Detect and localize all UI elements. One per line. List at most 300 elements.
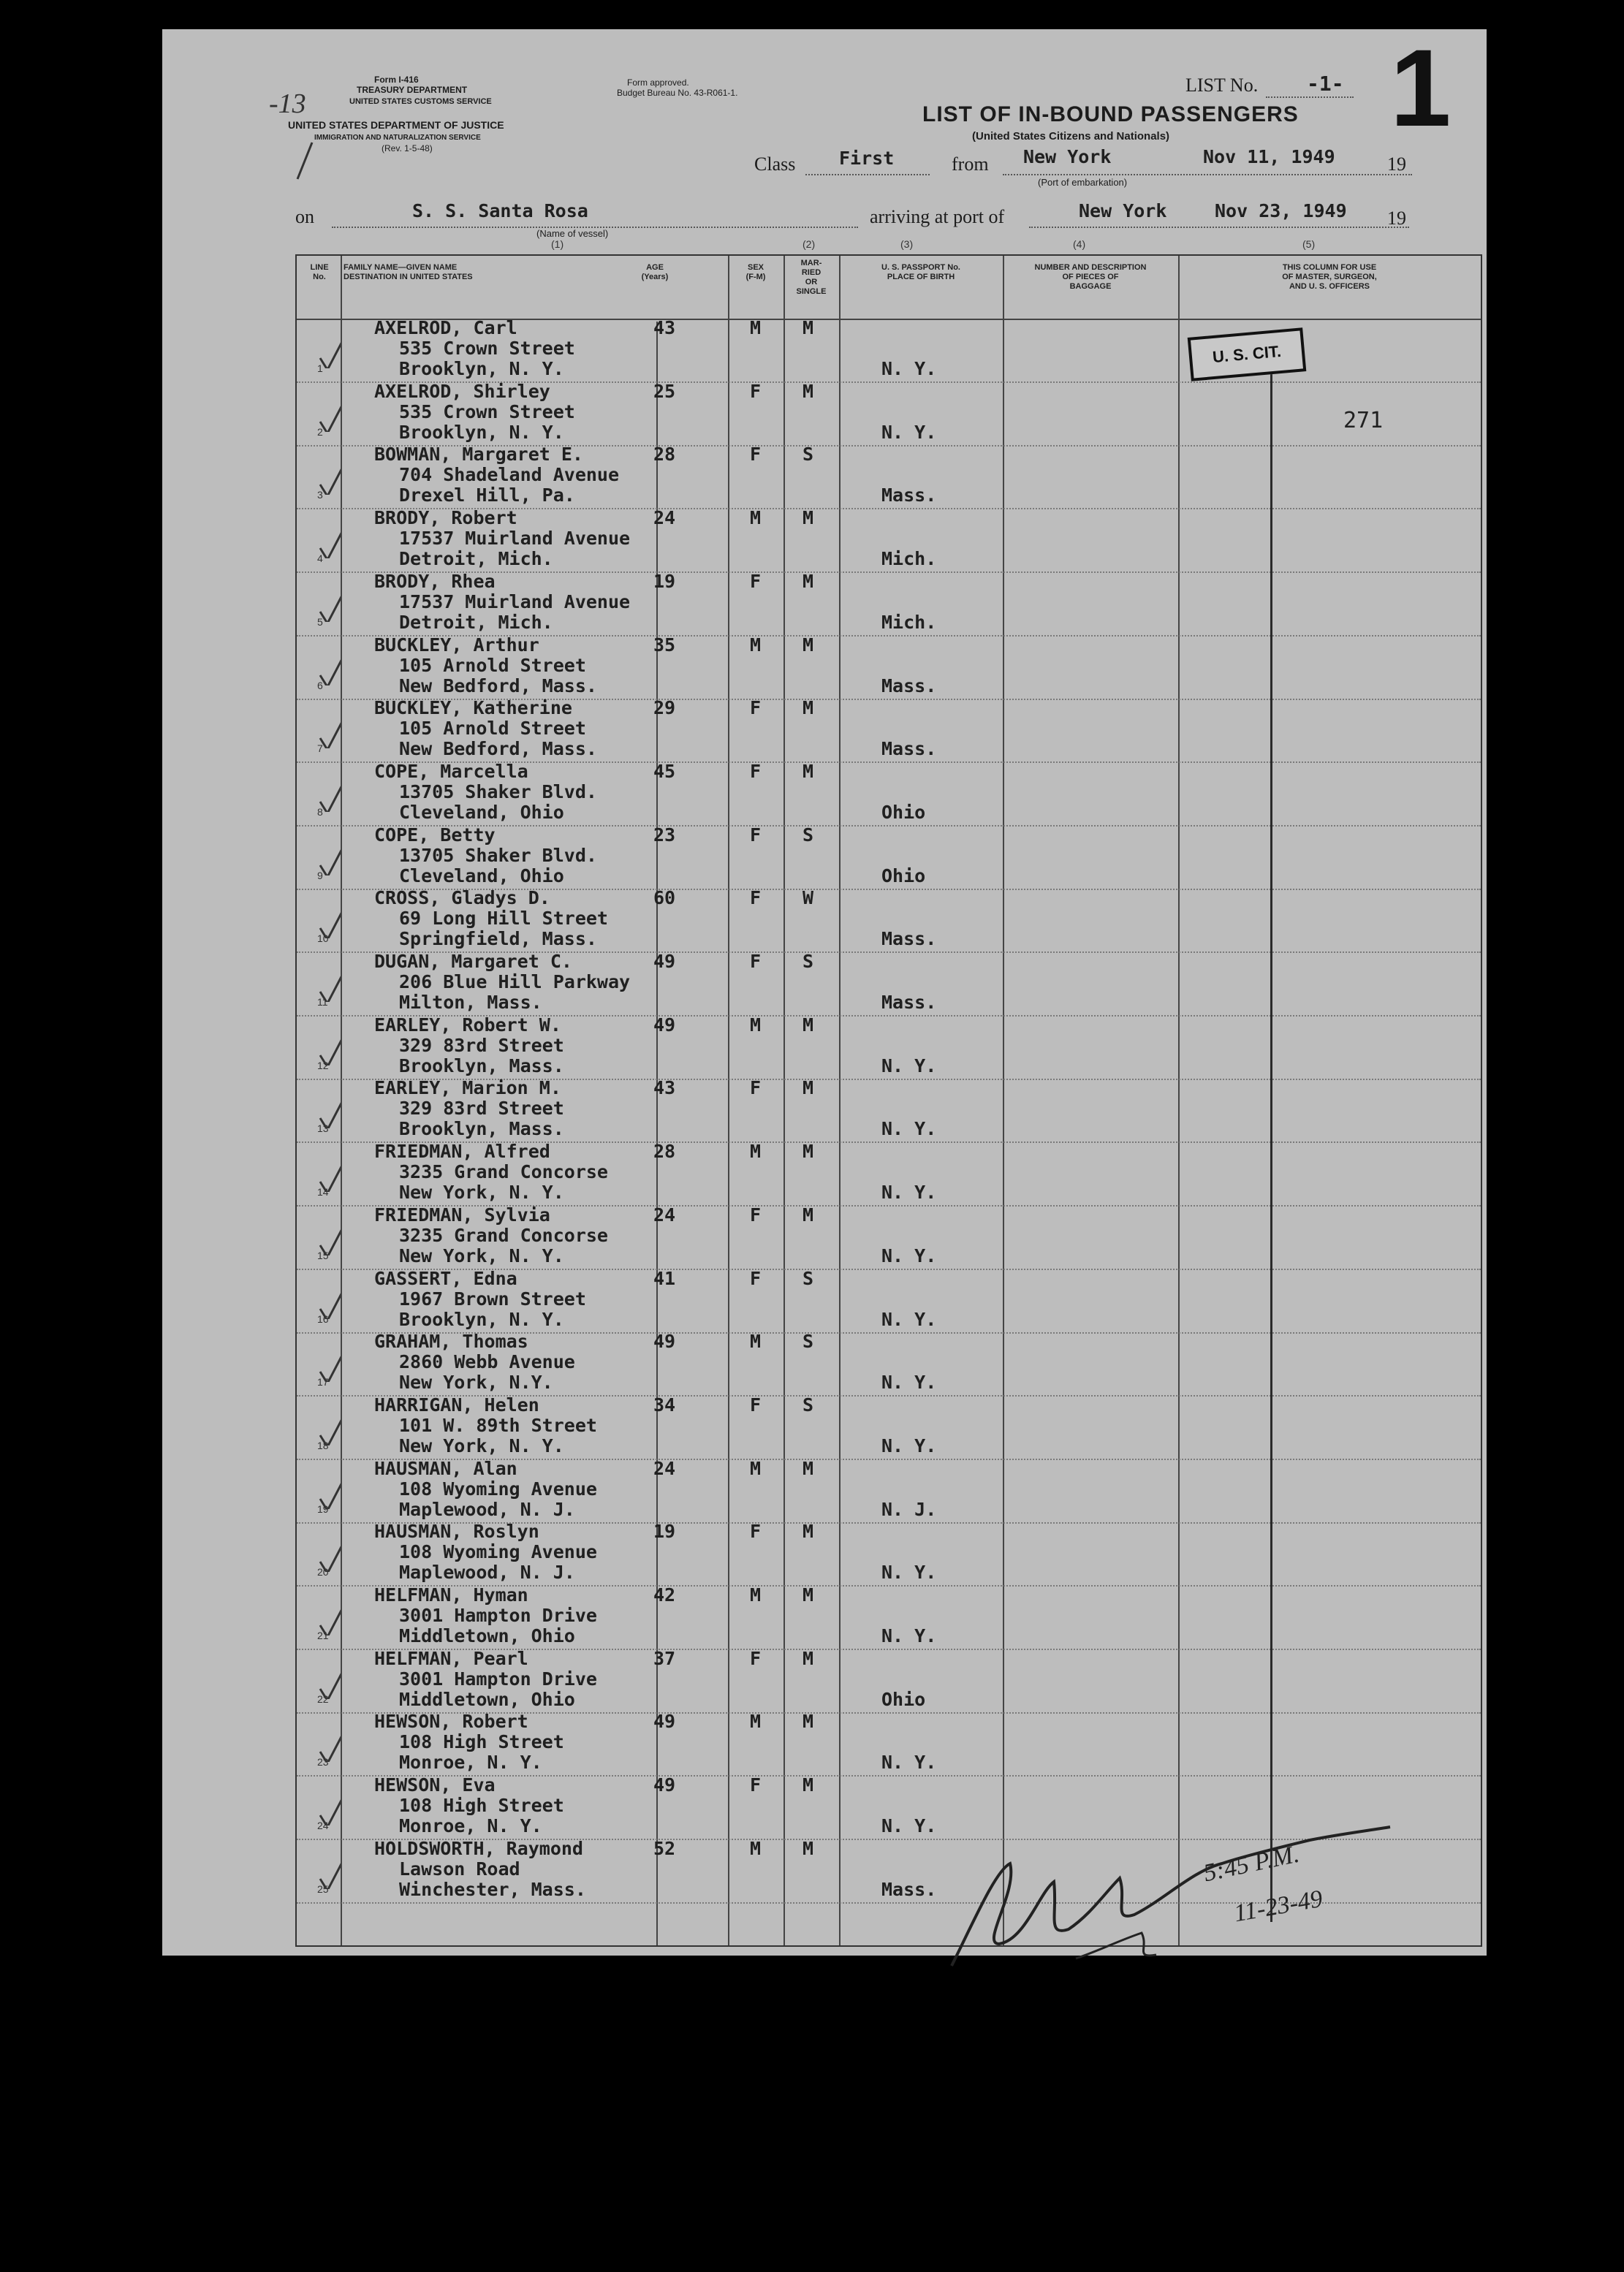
place-of-birth: N. Y.: [881, 1435, 937, 1456]
check-mark: [319, 902, 341, 938]
line-number: 9: [317, 869, 323, 881]
line-number: 22: [317, 1692, 329, 1705]
list-no-value: -1-: [1307, 72, 1344, 96]
passenger-city: Middletown, Ohio: [399, 1688, 575, 1710]
passenger-street: 13705 Shaker Blvd.: [399, 780, 597, 802]
col-number-1: (1): [551, 238, 564, 250]
table-row: [297, 1647, 1481, 1714]
col-header-name: FAMILY NAME—GIVEN NAME DESTINATION IN UNITED STATES: [344, 263, 473, 281]
passenger-name: EARLEY, Marion M.: [374, 1077, 561, 1099]
check-mark: [319, 649, 341, 685]
passenger-city: Cleveland, Ohio: [399, 865, 564, 886]
table-row: [297, 1077, 1481, 1143]
passenger-name: FRIEDMAN, Sylvia: [374, 1204, 550, 1226]
from-label: from: [952, 153, 989, 175]
line-number: 16: [317, 1312, 329, 1325]
place-of-birth: N. Y.: [881, 1308, 937, 1330]
passenger-street: 704 Shadeland Avenue: [399, 464, 620, 486]
justice-department: UNITED STATES DEPARTMENT OF JUSTICE: [288, 119, 504, 131]
passenger-city: New York, N. Y.: [399, 1245, 564, 1266]
passenger-marital: S: [802, 1331, 814, 1353]
passenger-age: 43: [653, 1077, 676, 1099]
passenger-age: 19: [653, 1521, 676, 1543]
class-value: First: [839, 148, 895, 169]
passenger-street: 3001 Hampton Drive: [399, 1605, 597, 1626]
table-row: [297, 887, 1481, 953]
passenger-city: Brooklyn, N. Y.: [399, 421, 564, 443]
passenger-marital: M: [802, 1774, 814, 1796]
from-port: New York: [1023, 146, 1112, 167]
check-mark: [319, 1409, 341, 1445]
place-of-birth: Mass.: [881, 738, 937, 760]
signature: [930, 1812, 1397, 1980]
passenger-street: 206 Blue Hill Parkway: [399, 971, 631, 992]
line-number: 12: [317, 1059, 329, 1071]
passenger-name: COPE, Marcella: [374, 760, 528, 782]
table-row: [297, 824, 1481, 890]
passenger-sex: M: [750, 1141, 762, 1163]
from-year-suffix: 19: [1387, 153, 1406, 175]
passenger-marital: M: [802, 1647, 814, 1669]
passenger-name: HEWSON, Eva: [374, 1774, 496, 1796]
budget-bureau: Budget Bureau No. 43-R061-1.: [617, 88, 738, 98]
passenger-city: Cleveland, Ohio: [399, 801, 564, 823]
passenger-city: Middletown, Ohio: [399, 1625, 575, 1646]
passenger-age: 35: [653, 634, 676, 656]
arrival-date: Nov 23, 1949: [1215, 200, 1347, 221]
place-of-birth: Mass.: [881, 1878, 937, 1900]
line-number: 5: [317, 615, 323, 628]
passenger-marital: M: [802, 760, 814, 782]
col-header-officers: THIS COLUMN FOR USE OF MASTER, SURGEON, AND U. S. OFFICERS: [1282, 263, 1377, 291]
place-of-birth: N. Y.: [881, 1245, 937, 1266]
passenger-age: 24: [653, 1204, 676, 1226]
passenger-sex: F: [750, 570, 762, 592]
line-number: 17: [317, 1376, 329, 1388]
table-row: [297, 697, 1481, 763]
arrival-port: New York: [1079, 200, 1167, 221]
form-approved: Form approved.: [627, 77, 689, 88]
list-subtitle: (United States Citizens and Nationals): [972, 130, 1170, 143]
col-header-sex: SEX (F-M): [745, 263, 766, 281]
passenger-age: 25: [653, 380, 676, 402]
passenger-sex: F: [750, 1774, 762, 1796]
passenger-street: 17537 Muirland Avenue: [399, 590, 631, 612]
passenger-marital: M: [802, 1837, 814, 1859]
passenger-city: Brooklyn, N. Y.: [399, 358, 564, 379]
passenger-name: AXELROD, Carl: [374, 317, 517, 338]
passenger-city: Springfield, Mass.: [399, 928, 597, 950]
passenger-marital: M: [802, 570, 814, 592]
passenger-street: 101 W. 89th Street: [399, 1414, 597, 1436]
place-of-birth: N. Y.: [881, 358, 937, 379]
passenger-sex: F: [750, 697, 762, 719]
passenger-street: 2860 Webb Avenue: [399, 1351, 575, 1373]
passenger-marital: M: [802, 380, 814, 402]
passenger-marital: M: [802, 317, 814, 338]
passenger-age: 24: [653, 1457, 676, 1479]
passenger-street: 3235 Grand Concorse: [399, 1224, 608, 1246]
customs-service: UNITED STATES CUSTOMS SERVICE: [349, 97, 492, 106]
passenger-city: New York, N. Y.: [399, 1435, 564, 1456]
passenger-street: 3235 Grand Concorse: [399, 1161, 608, 1183]
check-mark: [319, 775, 341, 812]
col-number-3: (3): [900, 238, 914, 250]
class-label: Class: [754, 153, 796, 175]
passenger-street: 105 Arnold Street: [399, 718, 586, 740]
line-number: 7: [317, 742, 323, 755]
passenger-name: CROSS, Gladys D.: [374, 887, 550, 909]
passenger-street: 1967 Brown Street: [399, 1288, 586, 1310]
passenger-city: New Bedford, Mass.: [399, 738, 597, 760]
check-mark: [319, 1599, 341, 1635]
check-mark: [319, 1345, 341, 1382]
passenger-marital: W: [802, 887, 814, 909]
passenger-age: 49: [653, 1711, 676, 1733]
passenger-street: Lawson Road: [399, 1858, 520, 1880]
passenger-age: 43: [653, 317, 676, 338]
passenger-age: 42: [653, 1584, 676, 1606]
passenger-city: Milton, Mass.: [399, 992, 542, 1013]
passenger-street: 108 High Street: [399, 1795, 564, 1817]
passenger-sex: F: [750, 1267, 762, 1289]
page-number: 1: [1390, 26, 1452, 149]
passenger-age: 37: [653, 1647, 676, 1669]
passenger-marital: M: [802, 1077, 814, 1099]
passenger-name: GRAHAM, Thomas: [374, 1331, 528, 1353]
passenger-name: HELFMAN, Pearl: [374, 1647, 528, 1669]
passenger-marital: M: [802, 507, 814, 529]
passenger-sex: M: [750, 1014, 762, 1036]
place-of-birth: Mich.: [881, 611, 937, 633]
check-mark: [319, 1219, 341, 1255]
check-mark: [319, 585, 341, 622]
place-of-birth: N. Y.: [881, 1562, 937, 1584]
passenger-age: 23: [653, 824, 676, 846]
passenger-city: New Bedford, Mass.: [399, 675, 597, 696]
passenger-sex: F: [750, 887, 762, 909]
col-header-age: AGE (Years): [641, 263, 669, 281]
line-number: 24: [317, 1820, 329, 1832]
form-revision: (Rev. 1-5-48): [382, 143, 433, 153]
passenger-sex: M: [750, 1711, 762, 1733]
passenger-city: Monroe, N. Y.: [399, 1752, 542, 1774]
col-header-married: MAR- RIED OR SINGLE: [796, 259, 827, 296]
col-number-5: (5): [1302, 238, 1316, 250]
place-of-birth: N. Y.: [881, 1118, 937, 1140]
passenger-sex: F: [750, 1204, 762, 1226]
passenger-marital: M: [802, 1457, 814, 1479]
passenger-sex: F: [750, 1521, 762, 1543]
list-title: LIST OF IN-BOUND PASSENGERS: [922, 102, 1299, 126]
passenger-age: 49: [653, 1014, 676, 1036]
passenger-marital: M: [802, 1584, 814, 1606]
place-of-birth: N. Y.: [881, 1625, 937, 1646]
table-row: [297, 1457, 1481, 1524]
line-number: 14: [317, 1186, 329, 1198]
table-row: [297, 1584, 1481, 1650]
table-row: [297, 1014, 1481, 1080]
place-of-birth: N. Y.: [881, 1055, 937, 1076]
passenger-city: New York, N. Y.: [399, 1182, 564, 1204]
passenger-sex: M: [750, 1837, 762, 1859]
passenger-marital: M: [802, 1521, 814, 1543]
line-number: 2: [317, 425, 323, 438]
check-mark: [319, 332, 341, 368]
passenger-street: 108 High Street: [399, 1731, 564, 1753]
passenger-age: 49: [653, 951, 676, 972]
line-number: 18: [317, 1439, 329, 1451]
line-number: 21: [317, 1630, 329, 1641]
check-mark: [319, 1092, 341, 1128]
line-number: 3: [317, 489, 323, 501]
table-row: [297, 380, 1481, 447]
passenger-age: 41: [653, 1267, 676, 1289]
check-mark: [319, 458, 341, 495]
place-of-birth: Ohio: [881, 1688, 926, 1710]
passenger-name: BUCKLEY, Arthur: [374, 634, 539, 656]
passenger-sex: F: [750, 824, 762, 846]
check-mark: [319, 1725, 341, 1762]
line-number: 8: [317, 805, 323, 818]
passenger-age: 52: [653, 1837, 676, 1859]
line-number: 10: [317, 932, 329, 945]
handwritten-corner: -13: [269, 88, 306, 119]
class-line: [805, 174, 930, 175]
corner-scribble: [290, 139, 319, 183]
table-row: [297, 951, 1481, 1017]
passenger-table: [295, 254, 1482, 1947]
passenger-marital: S: [802, 1267, 814, 1289]
passenger-marital: M: [802, 1711, 814, 1733]
line-number: 1: [317, 362, 323, 374]
us-citizen-stamp: U. S. CIT.: [1188, 327, 1307, 381]
immigration-service: IMMIGRATION AND NATURALIZATION SERVICE: [314, 134, 481, 142]
passenger-sex: F: [750, 1394, 762, 1416]
passenger-marital: M: [802, 697, 814, 719]
passenger-name: HEWSON, Robert: [374, 1711, 528, 1733]
table-row: [297, 1521, 1481, 1587]
officer-vertical-line: [1270, 351, 1272, 1922]
check-mark: [319, 1283, 341, 1319]
check-mark: [319, 1853, 341, 1889]
passenger-age: 29: [653, 697, 676, 719]
table-row: [297, 760, 1481, 827]
passenger-street: 329 83rd Street: [399, 1034, 564, 1056]
line-number: 4: [317, 552, 323, 565]
from-line: [1003, 174, 1412, 175]
place-of-birth: N. Y.: [881, 421, 937, 443]
place-of-birth: Mass.: [881, 992, 937, 1013]
passenger-city: Detroit, Mich.: [399, 548, 553, 570]
passenger-name: HAUSMAN, Roslyn: [374, 1521, 539, 1543]
from-date: Nov 11, 1949: [1203, 146, 1335, 167]
line-number: 20: [317, 1566, 329, 1578]
place-of-birth: Mass.: [881, 928, 937, 950]
check-mark: [319, 1029, 341, 1065]
arrival-year-suffix: 19: [1387, 208, 1406, 229]
line-number: 11: [317, 996, 328, 1008]
passenger-age: 28: [653, 1141, 676, 1163]
passenger-sex: F: [750, 951, 762, 972]
passenger-street: 535 Crown Street: [399, 338, 575, 359]
line-number: 23: [317, 1756, 329, 1768]
col-header-passport: U. S. PASSPORT No. PLACE OF BIRTH: [881, 263, 960, 281]
passenger-city: Detroit, Mich.: [399, 611, 553, 633]
check-mark: [319, 1535, 341, 1572]
check-mark: [319, 1473, 341, 1509]
passenger-name: COPE, Betty: [374, 824, 496, 846]
passenger-sex: F: [750, 760, 762, 782]
passenger-street: 105 Arnold Street: [399, 654, 586, 676]
passenger-sex: M: [750, 1584, 762, 1606]
table-row: [297, 1331, 1481, 1397]
table-row: [297, 1141, 1481, 1207]
check-mark: [319, 965, 341, 1002]
passenger-marital: M: [802, 1204, 814, 1226]
line-number: 15: [317, 1249, 329, 1261]
col-header-baggage: NUMBER AND DESCRIPTION OF PIECES OF BAGGAGE: [1034, 263, 1147, 291]
col-header-line: LINE No.: [310, 263, 329, 281]
check-mark: [319, 712, 341, 748]
place-of-birth: Ohio: [881, 865, 926, 886]
table-row: [297, 444, 1481, 509]
table-row: [297, 507, 1481, 573]
passenger-name: GASSERT, Edna: [374, 1267, 517, 1289]
passenger-age: 45: [653, 760, 676, 782]
passenger-sex: M: [750, 634, 762, 656]
passenger-age: 24: [653, 507, 676, 529]
place-of-birth: Ohio: [881, 801, 926, 823]
table-row: [297, 1204, 1481, 1270]
signature-time: 5:45 P.M.: [1201, 1840, 1302, 1888]
passenger-sex: F: [750, 1647, 762, 1669]
passenger-age: 28: [653, 444, 676, 466]
place-of-birth: N. Y.: [881, 1815, 937, 1837]
passenger-street: 329 83rd Street: [399, 1098, 564, 1120]
manifest-sheet: [162, 26, 1487, 1956]
passenger-name: BRODY, Robert: [374, 507, 517, 529]
form-number: Form I-416: [374, 75, 419, 85]
place-of-birth: N. J.: [881, 1498, 937, 1520]
table-row: [297, 1267, 1481, 1334]
passenger-street: 69 Long Hill Street: [399, 908, 608, 930]
passenger-marital: S: [802, 1394, 814, 1416]
passenger-name: EARLEY, Robert W.: [374, 1014, 561, 1036]
passenger-sex: M: [750, 1331, 762, 1353]
passenger-name: HARRIGAN, Helen: [374, 1394, 539, 1416]
officer-number: 271: [1343, 408, 1384, 433]
passenger-age: 49: [653, 1774, 676, 1796]
passenger-age: 34: [653, 1394, 676, 1416]
passenger-marital: S: [802, 951, 814, 972]
passenger-marital: M: [802, 1141, 814, 1163]
line-number: 25: [317, 1882, 329, 1895]
vessel-note: (Name of vessel): [536, 228, 609, 239]
vessel-name: S. S. Santa Rosa: [412, 200, 588, 221]
line-number: 6: [317, 679, 323, 691]
table-row: [297, 570, 1481, 637]
embark-note: (Port of embarkation): [1038, 177, 1128, 188]
passenger-sex: M: [750, 507, 762, 529]
passenger-city: New York, N.Y.: [399, 1372, 553, 1394]
passenger-marital: M: [802, 634, 814, 656]
passenger-sex: F: [750, 1077, 762, 1099]
check-mark: [319, 522, 341, 558]
table-row: [297, 634, 1481, 700]
passenger-name: HOLDSWORTH, Raymond: [374, 1837, 583, 1859]
passenger-sex: M: [750, 1457, 762, 1479]
place-of-birth: N. Y.: [881, 1182, 937, 1204]
col-number-4: (4): [1073, 238, 1086, 250]
passenger-sex: F: [750, 444, 762, 466]
check-mark: [319, 1663, 341, 1699]
passenger-sex: M: [750, 317, 762, 338]
on-label: on: [295, 206, 314, 227]
passenger-marital: M: [802, 1014, 814, 1036]
passenger-city: Drexel Hill, Pa.: [399, 485, 575, 506]
passenger-name: HELFMAN, Hyman: [374, 1584, 528, 1606]
line-number: 13: [317, 1122, 329, 1135]
place-of-birth: N. Y.: [881, 1372, 937, 1394]
arrival-line: [1029, 227, 1409, 228]
passenger-street: 17537 Muirland Avenue: [399, 528, 631, 550]
check-mark: [319, 1789, 341, 1825]
passenger-street: 3001 Hampton Drive: [399, 1668, 597, 1690]
arriving-label: arriving at port of: [870, 206, 1005, 227]
passenger-sex: F: [750, 380, 762, 402]
line-number: 19: [317, 1502, 329, 1515]
list-no-label: LIST No.: [1185, 75, 1259, 96]
passenger-name: BRODY, Rhea: [374, 570, 496, 592]
treasury-department: TREASURY DEPARTMENT: [357, 85, 468, 95]
passenger-age: 60: [653, 887, 676, 909]
passenger-city: Winchester, Mass.: [399, 1878, 586, 1900]
passenger-age: 19: [653, 570, 676, 592]
passenger-name: BOWMAN, Margaret E.: [374, 444, 583, 466]
place-of-birth: N. Y.: [881, 1752, 937, 1774]
passenger-street: 13705 Shaker Blvd.: [399, 844, 597, 866]
passenger-city: Monroe, N. Y.: [399, 1815, 542, 1837]
passenger-marital: S: [802, 824, 814, 846]
passenger-city: Maplewood, N. J.: [399, 1562, 575, 1584]
passenger-street: 535 Crown Street: [399, 400, 575, 422]
table-row: [297, 1711, 1481, 1777]
check-mark: [319, 395, 341, 432]
passenger-street: 108 Wyoming Avenue: [399, 1541, 597, 1563]
passenger-name: AXELROD, Shirley: [374, 380, 550, 402]
table-row: [297, 1394, 1481, 1460]
passenger-marital: S: [802, 444, 814, 466]
passenger-name: HAUSMAN, Alan: [374, 1457, 517, 1479]
col-number-2: (2): [802, 238, 816, 250]
check-mark: [319, 839, 341, 875]
passenger-age: 49: [653, 1331, 676, 1353]
passenger-name: BUCKLEY, Katherine: [374, 697, 572, 719]
signature-date: 11-23-49: [1232, 1885, 1325, 1928]
list-no-line: [1266, 96, 1354, 98]
passenger-street: 108 Wyoming Avenue: [399, 1478, 597, 1500]
passenger-name: DUGAN, Margaret C.: [374, 951, 572, 972]
passenger-city: Brooklyn, Mass.: [399, 1055, 564, 1076]
passenger-name: FRIEDMAN, Alfred: [374, 1141, 550, 1163]
passenger-city: Brooklyn, N. Y.: [399, 1308, 564, 1330]
passenger-city: Brooklyn, Mass.: [399, 1118, 564, 1140]
place-of-birth: Mass.: [881, 485, 937, 506]
place-of-birth: Mass.: [881, 675, 937, 696]
check-mark: [319, 1155, 341, 1192]
passenger-city: Maplewood, N. J.: [399, 1498, 575, 1520]
